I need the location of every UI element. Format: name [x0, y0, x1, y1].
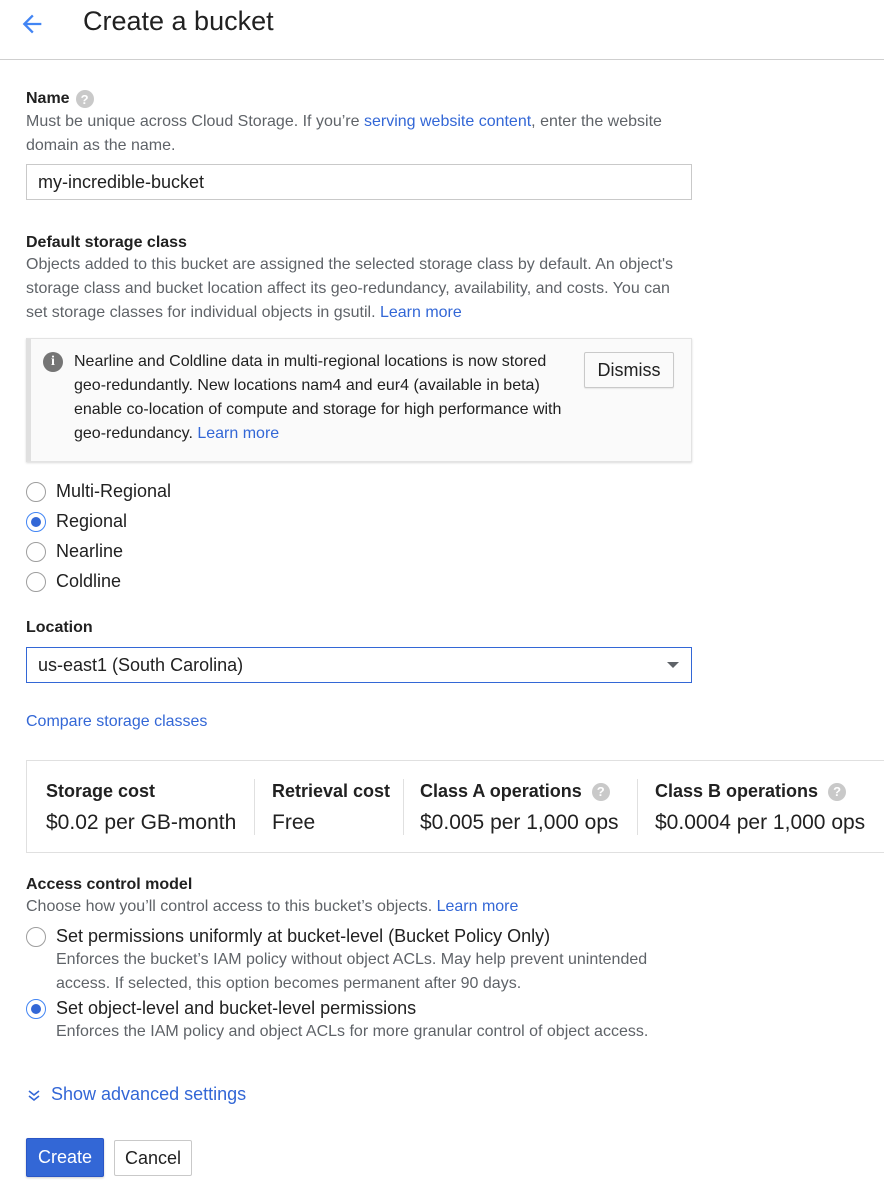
storage-class-option-regional[interactable]: [26, 511, 127, 532]
cost-heading: Storage cost: [46, 781, 156, 801]
cost-column-retrieval: [255, 761, 403, 852]
access-control-label: Access control model: [26, 876, 193, 893]
notice-learn-more-link[interactable]: Learn more: [197, 425, 280, 442]
storage-class-desc-text: Objects added to this bucket are assigned the selected storage class by default. An object's storage class and bucket location affect its geo-redundancy, availability, and costs. You can set storage classes for individual objects in gsutil.: [26, 256, 673, 321]
header-bar: [0, 0, 884, 60]
cost-heading: Class B operations: [655, 781, 819, 801]
compare-storage-classes-link[interactable]: Compare storage classes: [26, 713, 208, 730]
chevron-down-icon: [26, 1087, 42, 1103]
create-button[interactable]: Create: [26, 1138, 104, 1177]
name-desc-after: , enter the website domain as the name.: [26, 113, 662, 154]
name-section: [26, 90, 94, 108]
location-label: Location: [26, 619, 93, 636]
storage-class-learn-more-link[interactable]: Learn more: [379, 304, 462, 321]
cost-summary: [26, 760, 884, 853]
access-option-uniform-description: Enforces the bucket’s IAM policy without object ACLs. May help prevent unintended access. If selected, this option becomes permanent after 90 days.: [56, 951, 648, 992]
radio-button[interactable]: [26, 927, 46, 947]
storage-class-description: [26, 253, 676, 325]
radio-button[interactable]: [26, 542, 46, 562]
cost-heading-row: [655, 781, 846, 802]
dropdown-caret-icon: [667, 662, 679, 668]
cost-column-class-a: [404, 761, 637, 852]
access-control-learn-more-link[interactable]: Learn more: [436, 898, 519, 915]
cost-value: $0.0004 per 1,000 ops: [655, 811, 866, 834]
serving-website-content-link[interactable]: serving website content: [363, 113, 532, 130]
access-option-uniform[interactable]: [26, 926, 550, 947]
dismiss-button[interactable]: Dismiss: [584, 352, 674, 388]
cost-value: $0.02 per GB-month: [46, 811, 237, 834]
storage-class-option-multi-regional[interactable]: [26, 481, 171, 502]
option-label: Set permissions uniformly at bucket-level (Bucket Policy Only): [56, 926, 551, 946]
help-icon[interactable]: ?: [76, 90, 94, 108]
back-button[interactable]: [16, 8, 48, 40]
arrow-back-icon: [18, 10, 46, 38]
option-label: Regional: [56, 511, 128, 531]
storage-class-label: Default storage class: [26, 234, 187, 251]
cost-column-storage: [27, 761, 255, 852]
help-icon[interactable]: ?: [592, 783, 610, 801]
cost-column-class-b: [638, 761, 884, 852]
advanced-label: Show advanced settings: [51, 1084, 247, 1104]
cost-value: $0.005 per 1,000 ops: [420, 811, 619, 834]
page-title: Create a bucket: [83, 6, 274, 36]
location-select[interactable]: [26, 647, 692, 683]
option-label: Multi-Regional: [56, 481, 172, 501]
cost-heading: Class A operations: [420, 781, 582, 801]
cost-value: Free: [272, 811, 316, 834]
option-label: Nearline: [56, 541, 124, 561]
notice-message: Nearline and Coldline data in multi-regional locations is now stored geo-redundantly. New locations nam4 and eur4 (available in beta) enable co-location of compute and storage for high performance with geo-redundancy.: [74, 353, 562, 442]
name-label: Name: [26, 90, 70, 107]
storage-class-option-nearline[interactable]: [26, 541, 123, 562]
access-control-description: [26, 895, 706, 919]
geo-redundancy-notice: [26, 338, 692, 462]
storage-class-option-coldline[interactable]: [26, 571, 121, 592]
radio-button[interactable]: [26, 512, 46, 532]
radio-button[interactable]: [26, 572, 46, 592]
name-desc-before: Must be unique across Cloud Storage. If you’re: [26, 113, 364, 130]
show-advanced-settings-link[interactable]: [26, 1084, 246, 1105]
access-option-fine-grained[interactable]: [26, 998, 416, 1019]
radio-button[interactable]: [26, 999, 46, 1019]
cancel-button[interactable]: Cancel: [114, 1140, 192, 1176]
radio-button[interactable]: [26, 482, 46, 502]
location-selected-value: us-east1 (South Carolina): [38, 654, 244, 675]
option-label: Coldline: [56, 571, 122, 591]
access-option-fine-grained-description: Enforces the IAM policy and object ACLs for more granular control of object access.: [56, 1023, 649, 1040]
help-icon[interactable]: ?: [828, 783, 846, 801]
info-icon: i: [43, 352, 63, 372]
cost-heading-row: [420, 781, 610, 802]
option-label: Set object-level and bucket-level permissions: [56, 998, 417, 1018]
name-description: [26, 110, 706, 158]
bucket-name-input[interactable]: [26, 164, 692, 200]
cost-heading: Retrieval cost: [272, 781, 391, 801]
access-control-desc-text: Choose how you’ll control access to this bucket’s objects.: [26, 898, 437, 915]
notice-text: [74, 350, 564, 446]
